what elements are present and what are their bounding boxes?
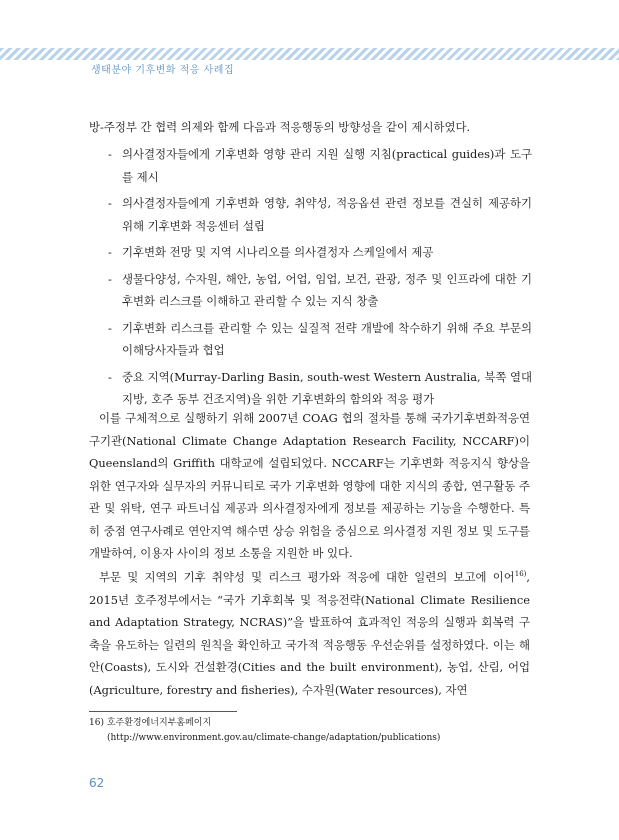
- bullet-dash: -: [108, 245, 112, 259]
- list-item: [108, 366, 532, 411]
- bullet-text: 의사결정자들에게 기후변화 영향 관리 지원 실행 지침(practical guides)과 도구를 제시: [122, 147, 532, 184]
- paragraph-ncras: [89, 566, 530, 701]
- bullet-dash: -: [108, 196, 112, 210]
- bullet-dash: -: [108, 320, 112, 335]
- paragraph-rest: , 2015년 호주정부에서는 “국가 기후회복 및 적응전략(National Climate Resilience and Adaptation Strategy, NCRAS)”을 발표하여 효과적인 적응의 실행과 회복력 구축을 유도하는 일련의 원칙을 확인하고 국가적 적응행동 우선순위를 설정하였다. 이는 해안(Coasts), 도시와 건설환경(Cities and the built environment), 농업, 산림, 어업(Agriculture, forestry and fisheries), 수자원(Water resources), 자연: [89, 570, 530, 697]
- footnote-reference: 16): [514, 570, 527, 579]
- footnote-url: (http://www.environment.gov.au/climate-change/adaptation/publications): [107, 733, 441, 743]
- list-item: [108, 268, 532, 313]
- bullet-text: 기후변화 전망 및 지역 시나리오를 의사결정자 스케일에서 제공: [122, 245, 434, 259]
- bullet-dash: -: [108, 369, 112, 384]
- header-stripe-band: [0, 48, 619, 60]
- bullet-text: 기후변화 리스크를 관리할 수 있는 실질적 전략 개발에 착수하기 위해 주요 부문의 이해당사자들과 협업: [122, 320, 532, 357]
- paragraph-lead: 부문 및 지역의 기후 취약성 및 리스크 평가와 적응에 대한 일련의 보고에 이어: [99, 570, 515, 584]
- bullet-text: 중요 지역(Murray-Darling Basin, south-west Western Australia, 북쪽 열대지방, 호주 동부 건조지역)을 위한 기후변화의 함의와 적응 평가: [122, 369, 532, 406]
- bullet-dash: -: [108, 147, 112, 161]
- bullet-text: 의사결정자들에게 기후변화 영향, 취약성, 적응옵션 관련 정보를 견실히 제공하기 위해 기후변화 적응센터 설립: [122, 196, 532, 233]
- list-item: [108, 241, 532, 264]
- page-number: 62: [89, 776, 105, 790]
- paragraph-nccarf: 이를 구체적으로 실행하기 위해 2007년 COAG 협의 절차를 통해 국가기후변화적응연구기관(National Climate Change Adaptation Research Facility, NCCARF)이 Queensland의 Griffith 대학교에 설립되었다. NCCARF는 기후변화 적응지식 향상을 위한 연구자와 실무자의 커뮤니티로 국가 기후변화 영향에 대한 지식의 종합, 연구활동 주관 및 위탁, 연구 파트너십 제공과 의사결정자에게 정보를 제공하는 기능을 수행한다. 특히 중점 연구사례로 연안지역 해수면 상승 위험을 중심으로 의사결정 지원 정보 및 도구를 개발하여, 이용자 사이의 정보 소통을 지원한 바 있다.: [89, 411, 530, 560]
- footnote: [89, 716, 530, 746]
- intro-paragraph: 방-주정부 간 협력 의제와 함께 다음과 적응행동의 방향성을 같이 제시하였다.: [89, 120, 471, 134]
- list-item: [108, 192, 532, 237]
- list-item: [108, 317, 532, 362]
- list-item: [108, 143, 532, 188]
- bullet-dash: -: [108, 271, 112, 286]
- footnote-divider: [89, 711, 237, 712]
- bullet-text: 생물다양성, 수자원, 해안, 농업, 어업, 임업, 보건, 관광, 정주 및 인프라에 대한 기후변화 리스크를 이해하고 관리할 수 있는 지식 창출: [122, 271, 532, 308]
- bullet-list: [108, 143, 532, 415]
- footnote-label: 16) 호주환경에너지부홈페이지: [89, 718, 212, 728]
- running-head: 생태분야 기후변화 적응 사례집: [91, 65, 235, 76]
